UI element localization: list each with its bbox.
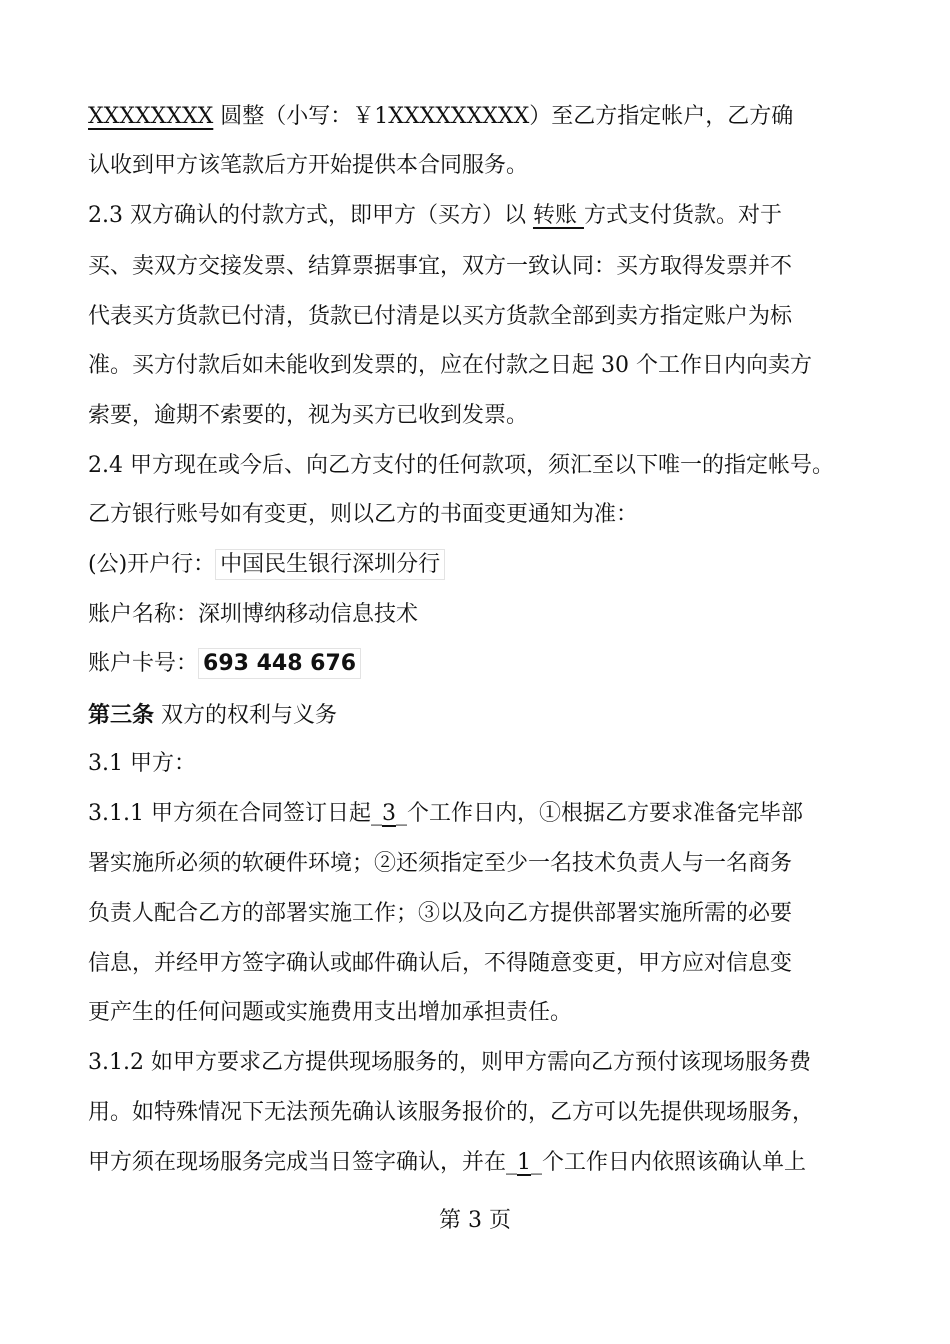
days-value: 1 xyxy=(517,1150,532,1175)
text-segment: 2.3 双方确认的付款方式，即甲方（买方）以 xyxy=(88,203,533,228)
text-segment: 方式支付货款。对于 xyxy=(583,203,782,228)
text-line: 代表买方货款已付清，货款已付清是以买方货款全部到卖方指定账户为标 xyxy=(88,304,793,329)
payment-method: 转账 xyxy=(532,203,584,228)
bank-open-label: (公)开户行： xyxy=(88,552,216,577)
text-line: 买、卖双方交接发票、结算票据事宜，双方一致认同：买方取得发票并不 xyxy=(88,254,793,279)
text-line: 更产生的任何问题或实施费用支出增加承担责任。 xyxy=(88,1000,573,1025)
account-name-value: 深圳博纳移动信息技术 xyxy=(198,602,419,627)
account-card-line xyxy=(88,649,868,679)
text-segment: 3.1.1 甲方须在合同签订日起_ xyxy=(88,801,382,826)
text-line: 信息，并经甲方签字确认或邮件确认后，不得随意变更，甲方应对信息变 xyxy=(88,951,793,976)
text-line xyxy=(88,799,868,829)
amount-in-words: XXXXXXXX xyxy=(88,104,214,129)
text-line: 2.4 甲方现在或今后、向乙方支付的任何款项，须汇至以下唯一的指定帐号。 xyxy=(88,453,834,478)
text-line: 索要，逾期不索要的，视为买方已收到发票。 xyxy=(88,403,529,428)
text-line xyxy=(88,102,868,132)
text-line: 认收到甲方该笔款后方开始提供本合同服务。 xyxy=(88,153,529,178)
account-card-value: 693 448 676 xyxy=(198,648,361,679)
text-segment: 甲方须在现场服务完成当日签字确认，并在_ xyxy=(88,1150,518,1175)
text-line: 乙方银行账号如有变更，则以乙方的书面变更通知为准： xyxy=(88,502,639,527)
account-card-label: 账户卡号： xyxy=(88,651,199,676)
text-line xyxy=(88,1148,868,1178)
days-value: 3 xyxy=(381,801,396,826)
text-line: 准。买方付款后如未能收到发票的，应在付款之日起 30 个工作日内向卖方 xyxy=(88,353,812,378)
text-line: 3.1.2 如甲方要求乙方提供现场服务的，则甲方需向乙方预付该现场服务费 xyxy=(88,1050,811,1075)
bank-open-line xyxy=(88,550,868,580)
account-name-line xyxy=(88,600,868,630)
text-segment: 圆整（小写：￥1XXXXXXXXX）至乙方指定帐户，乙方确 xyxy=(213,104,794,129)
text-segment: _个工作日内依照该确认单上 xyxy=(531,1150,807,1175)
section-heading: 3.1 甲方： xyxy=(88,751,196,776)
account-name-label: 账户名称： xyxy=(88,602,199,627)
article-heading xyxy=(88,700,868,731)
text-line xyxy=(88,201,868,231)
text-line: 署实施所必须的软硬件环境；②还须指定至少一名技术负责人与一名商务 xyxy=(88,851,793,876)
bank-open-value: 中国民生银行深圳分行 xyxy=(215,549,445,580)
article-title: 双方的权利与义务 xyxy=(154,703,338,728)
text-line: 用。如特殊情况下无法预先确认该服务报价的，乙方可以先提供现场服务， xyxy=(88,1100,815,1125)
page-number: 第 3 页 xyxy=(439,1208,511,1233)
text-segment: _个工作日内，①根据乙方要求准备完毕部 xyxy=(395,801,803,826)
text-line: 负责人配合乙方的部署实施工作；③以及向乙方提供部署实施所需的必要 xyxy=(88,901,793,926)
article-number: 第三条 xyxy=(88,702,155,728)
